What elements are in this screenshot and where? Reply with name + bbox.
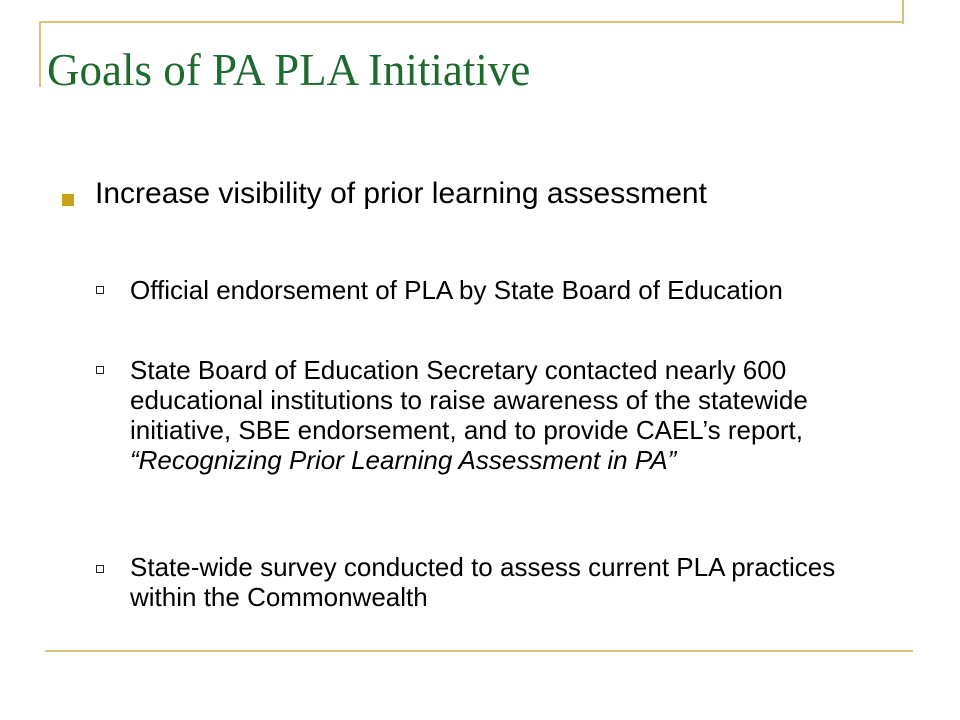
sub-bullet-endorsement: Official endorsement of PLA by State Board of Education bbox=[130, 275, 783, 305]
slide-title: Goals of PA PLA Initiative bbox=[47, 45, 531, 95]
hollow-square-bullet-icon bbox=[96, 366, 104, 374]
hollow-square-bullet-icon bbox=[96, 565, 104, 573]
sub-bullet-secretary-text: State Board of Education Secretary contacted nearly 600 educational institutions to raise awareness of the statewide initiative, SBE endorsement, and to provide CAEL’s report, bbox=[130, 355, 808, 445]
hollow-square-bullet-icon bbox=[96, 286, 104, 294]
frame-bottom-line bbox=[45, 650, 913, 652]
bullet-main: Increase visibility of prior learning assessment bbox=[95, 177, 707, 210]
sub-bullet-survey: State-wide survey conducted to assess current PLA practices within the Commonwealth bbox=[130, 552, 836, 612]
frame-top-line bbox=[39, 21, 903, 23]
sub-bullet-secretary bbox=[130, 355, 860, 475]
square-bullet-icon bbox=[62, 194, 74, 206]
report-title: “Recognizing Prior Learning Assessment in PA” bbox=[130, 445, 677, 475]
frame-left-line bbox=[39, 21, 41, 87]
frame-right-line bbox=[902, 0, 904, 24]
